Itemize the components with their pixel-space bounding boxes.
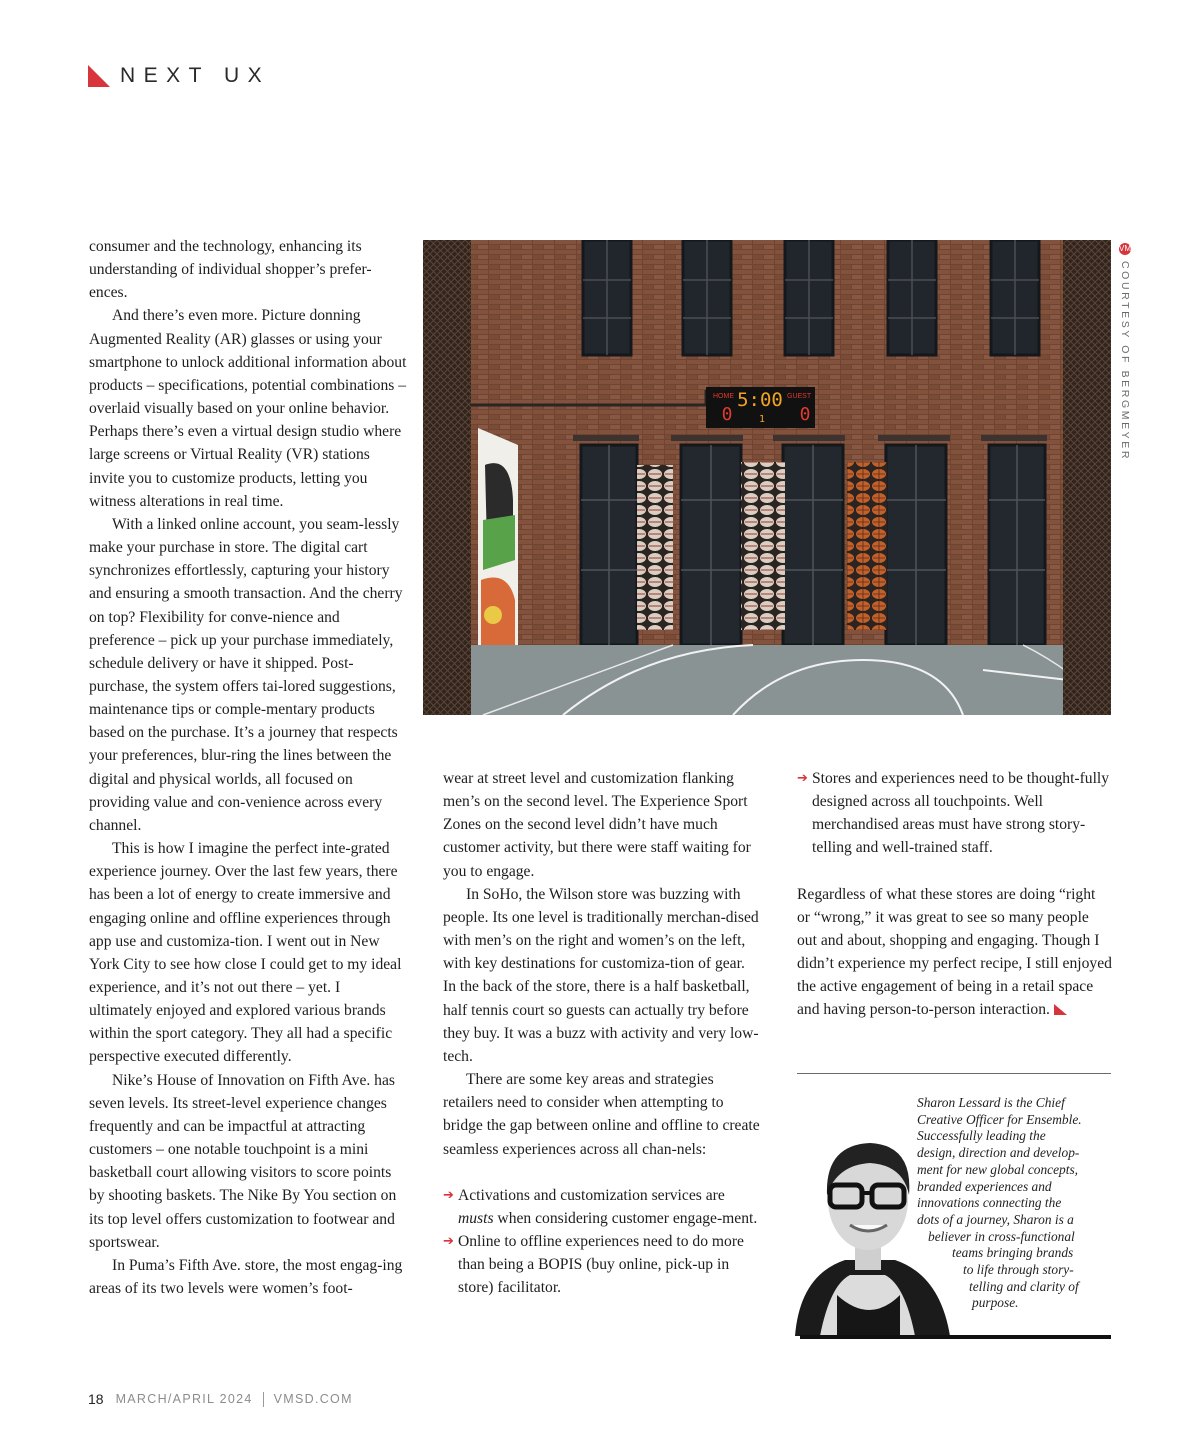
- paragraph: Nike’s House of Innovation on Fifth Ave. has seven levels. Its street-level experience changes frequently and can be impactful at attracting customers – one notable touchpoint is a mini basketball court allowing visitors to score points by shooting baskets. The Nike By You section on its top level offers customization to footwear and sportswear.: [89, 1071, 397, 1251]
- bio-line: dots of a journey, Sharon is a: [917, 1211, 1074, 1227]
- bio-line: Creative Officer for Ensemble.: [917, 1111, 1082, 1127]
- bio-line: Sharon Lessard is the Chief: [917, 1095, 1065, 1110]
- basketball-court-store-image: [423, 240, 1111, 715]
- bio-line: design, direction and develop-: [917, 1145, 1080, 1161]
- page-footer: [88, 1391, 353, 1407]
- site-name: VMSD.COM: [273, 1392, 353, 1406]
- store-photo: [423, 240, 1111, 715]
- bio-line: ment for new global concepts,: [917, 1161, 1079, 1177]
- bio-line: believer in cross-functional: [928, 1228, 1075, 1244]
- paragraph: consumer and the technology, enhancing its understanding of individual shopper’s prefer-ences.: [89, 238, 372, 302]
- list-item: ➔ Stores and experiences need to be thought-fully designed across all touchpoints. Well merchandised areas must have strong story-telling and well-trained staff.: [797, 767, 1112, 860]
- photo-credit-text: COURTESY OF BERGMEYER: [1119, 261, 1131, 462]
- column-3: [797, 767, 1112, 1022]
- svg-text:GUEST: GUEST: [787, 393, 812, 400]
- column-1: [89, 235, 407, 1300]
- scoreboard: [706, 387, 815, 428]
- svg-text:0: 0: [799, 404, 811, 425]
- strategy-list-continued: [797, 767, 1112, 860]
- column-2: [443, 767, 761, 1299]
- paragraph: In Puma’s Fifth Ave. store, the most engag-ing areas of its two levels were women’s foot-: [89, 1256, 403, 1298]
- bio-line: telling and clarity of: [969, 1278, 1079, 1294]
- page-number: 18: [88, 1391, 104, 1407]
- list-item: ➔ Activations and customization services are musts when considering customer engage-ment.: [443, 1184, 761, 1230]
- paragraph: There are some key areas and strategies retailers need to consider when attempting to bridge the gap between online and offline to create seamless experiences across all chan-nels:: [443, 1071, 760, 1158]
- list-item: ➔ Online to offline experiences need to do more than being a BOPIS (buy online, pick-up in store) facilitator.: [443, 1230, 761, 1299]
- paragraph: And there’s even more. Picture donning Augmented Reality (AR) glasses or using your smartphone to unlock additional information about products – specifications, potential combinations – overlaid visually based on your online behavior. Perhaps there’s even a virtual design studio where large screens or Virtual Reality (VR) stations invite you to customize products, letting you witness alterations in real time.: [89, 307, 407, 510]
- photo-credit: [1117, 243, 1131, 462]
- closing-paragraph: Regardless of what these stores are doing “right or “wrong,” it was great to see so many people out and about, shopping and engaging. Though I didn’t experience my perfect recipe, I still enjoyed the active engagement of being in a retail space and having person-to-person interaction.: [797, 885, 1112, 1019]
- vm-logo-icon: VM: [1119, 244, 1131, 253]
- paragraph: In SoHo, the Wilson store was buzzing with people. Its one level is traditionally merchan-dised with men’s on the right and women’s on the left, with key destinations for customiza-tion of gear. In the back of the store, there is a half basketball, half tennis court so guests can actually try before they buy. It was a buzz with activity and very low-tech.: [443, 885, 759, 1065]
- paragraph: This is how I imagine the perfect inte-grated experience journey. Over the last few years, there has been a lot of energy to create immersive and engaging online and offline experiences through app use and customiza-tion. I went out in New York City to see how close I could get to my ideal experience, and it’s not out there – yet. I ultimately enjoyed and explored various brands within the sport category. They all had a specific perspective executed differently.: [89, 840, 402, 1066]
- arrow-bullet-icon: ➔: [797, 771, 808, 786]
- bio-line: teams bringing brands: [952, 1245, 1074, 1261]
- bio-line: branded experiences and: [917, 1178, 1052, 1194]
- arrow-bullet-icon: ➔: [443, 1233, 454, 1249]
- bio-line: purpose.: [972, 1295, 1019, 1311]
- paragraph: With a linked online account, you seam-lessly make your purchase in store. The digital cart synchronizes effortlessly, capturing your history and ensuring a smooth transaction. And the cherry on top? Flexibility for conve-nience and preference – pick up your purchase immediately, schedule delivery or have it shipped. Post-purchase, the system offers tai-lored suggestions, maintenance tips or comple-mentary products based on the purchase. It’s a journey that respects your preferences, blur-ring the lines between the digital and physical worlds, all focused on providing value and con-venience across every channel.: [89, 515, 403, 834]
- issue-date: MARCH/APRIL 2024: [115, 1392, 253, 1406]
- bio-divider: [797, 1073, 1111, 1074]
- footer-divider: [263, 1392, 264, 1407]
- bio-line: Successfully leading the: [917, 1128, 1046, 1144]
- svg-text:1: 1: [758, 414, 766, 425]
- author-bio: [906, 1095, 1106, 1312]
- svg-text:0: 0: [721, 404, 733, 425]
- bio-line: to life through story-: [963, 1262, 1074, 1278]
- triangle-logo-icon: [88, 65, 110, 87]
- section-title: NEXT UX: [120, 64, 271, 87]
- svg-text:5:00: 5:00: [737, 389, 783, 411]
- end-mark-icon: [1054, 1004, 1067, 1015]
- strategy-list: [443, 1184, 761, 1300]
- bio-base-rule: [800, 1335, 1111, 1339]
- arrow-bullet-icon: ➔: [443, 1187, 454, 1203]
- paragraph: wear at street level and customization flanking men’s on the second level. The Experience Sport Zones on the second level didn’t have much customer activity, but there were staff waiting for you to engage.: [443, 770, 751, 880]
- section-header: [88, 62, 270, 90]
- svg-text:HOME: HOME: [713, 393, 734, 400]
- bio-line: innovations connecting the: [917, 1195, 1062, 1211]
